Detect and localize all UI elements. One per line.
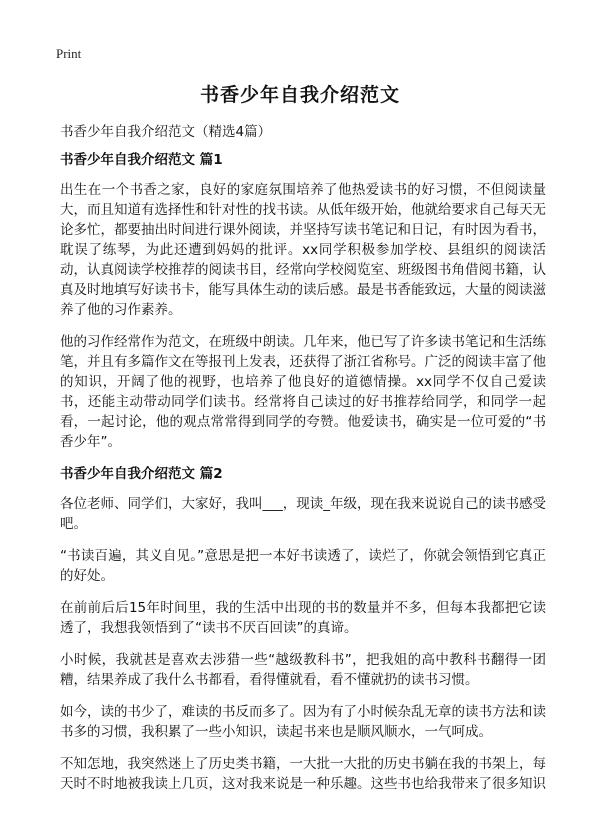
paragraph: 在前前后后15年时间里，我的生活中出现的书的数量并不多，但每本我都把它读透了，我想我领悟到了“读书不厌百回读”的真谛。 bbox=[60, 600, 546, 636]
paragraph: 各位老师、同学们，大家好，我叫___，现读_年级，现在我来说说自己的读书感受吧。 bbox=[60, 496, 546, 532]
paragraph: 小时候，我就甚是喜欢去涉猎一些“越级教科书”，把我姐的高中教科书翻得一团糟，结果养成了我什么书都看，看得懂就看，看不懂就扔的读书习惯。 bbox=[60, 652, 546, 688]
section-heading: 书香少年自我介绍范文 篇2 bbox=[60, 466, 223, 482]
section-2 bbox=[60, 464, 546, 794]
paragraph: 不知怎地，我突然迷上了历史类书籍，一大批一大批的历史书躺在我的书架上，每天时不时地被我读上几页，这对我来说是一种乐趣。这些书也给我带来了很多知识 bbox=[60, 756, 546, 792]
document-body bbox=[60, 122, 546, 806]
print-link[interactable]: Print bbox=[56, 46, 82, 61]
section-1 bbox=[60, 150, 546, 452]
section-heading: 书香少年自我介绍范文 篇1 bbox=[60, 152, 223, 168]
paragraph: “书读百遍，其义自见。”意思是把一本好书读透了，读烂了，你就会领悟到它真正的好处。 bbox=[60, 548, 546, 584]
paragraph: 他的习作经常作为范文，在班级中朗读。几年来，他已写了许多读书笔记和生活练笔，并且有多篇作文在等报刊上发表，还获得了浙江省称号。广泛的阅读丰富了他的知识，开阔了他的视野，也培养了他良好的道德情操。xx同学不仅自己爱读书，还能主动带动同学们读书。经常将自己读过的好书推荐给同学，和同学一起看，一起讨论，他的观点常常得到同学的夸赞。他爱读书，确实是一位可爱的“书香少年”。 bbox=[60, 334, 546, 450]
document-title: 书香少年自我介绍范文 bbox=[199, 84, 400, 106]
paragraph: 出生在一个书香之家，良好的家庭氛围培养了他热爱读书的好习惯，不但阅读量大，而且知道有选择性和针对性的找书读。从低年级开始，他就给要求自己每天无论多忙，都要抽出时间进行课外阅读，并坚持写读书笔记和日记，有时因为看书，耽误了练琴，为此还遭到妈妈的批评。xx同学积极参加学校、县组织的阅读活动，认真阅读学校推荐的阅读书目，经常向学校阅览室、班级图书角借阅书籍，认真及时地填写好读书卡，能写具体生动的读后感。最是书香能致远，大量的阅读滋养了他的习作素养。 bbox=[60, 182, 546, 318]
paragraph: 如今，读的书少了，难读的书反而多了。因为有了小时候杂乱无章的读书方法和读书多的习惯，我积累了一些小知识，读起书来也是顺风顺水，一气呵成。 bbox=[60, 704, 546, 740]
document-subtitle: 书香少年自我介绍范文（精选4篇） bbox=[60, 124, 272, 140]
